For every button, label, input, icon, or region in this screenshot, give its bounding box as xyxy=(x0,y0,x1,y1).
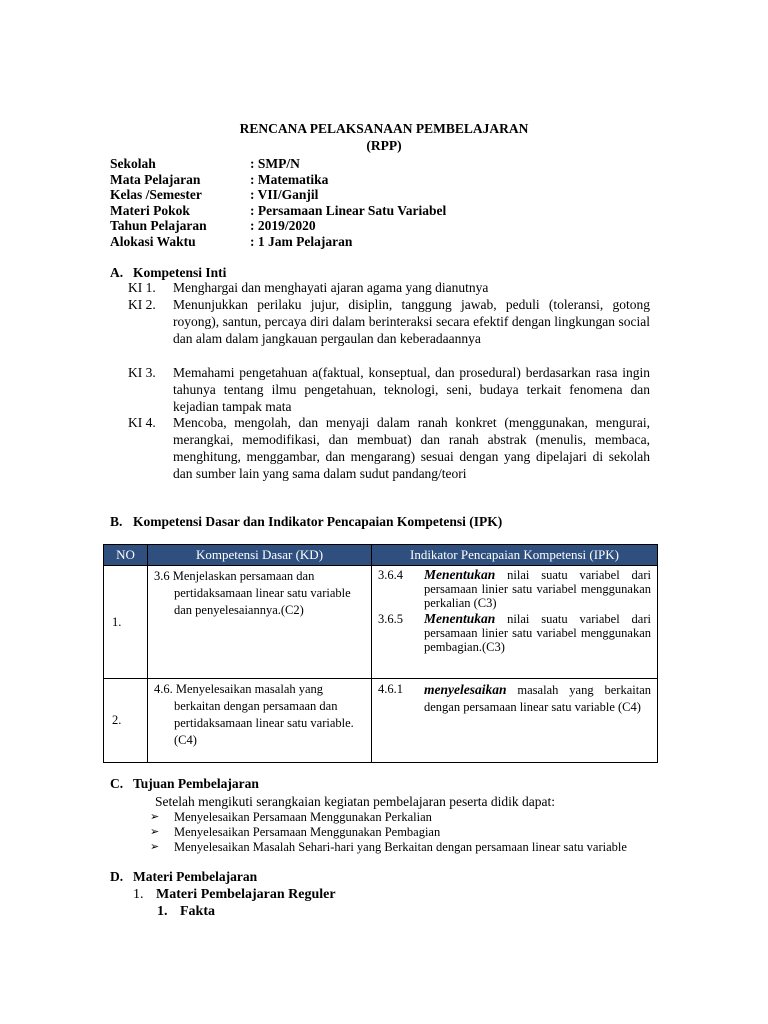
meta-value: : VII/Ganjil xyxy=(250,187,319,202)
meta-value: : 2019/2020 xyxy=(250,218,316,233)
section-letter: D. xyxy=(110,869,124,884)
ipk-cell xyxy=(372,679,658,763)
bullet-text: Menyelesaikan Persamaan Menggunakan Pembagian xyxy=(174,825,441,839)
section-b-heading xyxy=(110,514,502,530)
header-ipk: Indikator Pencapaian Kompetensi (IPK) xyxy=(372,545,658,566)
ki-item-1 xyxy=(128,279,650,296)
ipk-text: masalah yang berkaitan dengan persamaan linear satu variable (C4) xyxy=(424,683,651,714)
header-kd: Kompetensi Dasar (KD) xyxy=(148,545,372,566)
list-item xyxy=(150,825,650,840)
sub-title: Materi Pembelajaran Reguler xyxy=(156,887,336,902)
table-header-row xyxy=(104,545,658,566)
ipk-item xyxy=(372,612,657,654)
tujuan-intro: Setelah mengikuti serangkaian kegiatan pembelajaran peserta didik dapat: xyxy=(155,794,555,809)
meta-value: : SMP/N xyxy=(250,156,300,171)
sub-number: 1. xyxy=(133,887,144,902)
ipk-code: 4.6.1 xyxy=(378,682,403,696)
ipk-verb: menyelesaikan xyxy=(424,682,507,697)
ki-number: KI 1. xyxy=(128,280,156,295)
sub-number: 1. xyxy=(157,904,168,919)
meta-label: Tahun Pelajaran xyxy=(110,218,207,233)
ki-text: Menunjukkan perilaku jujur, disiplin, tanggung jawab, peduli (toleransi, gotong royong), santun, percaya diri dalam berinteraksi secara efektif dengan lingkungan social dan alam dalam jangkauan pergaulan dan keberadaannya xyxy=(173,297,650,346)
meta-label: Sekolah xyxy=(110,156,156,171)
sub-title: Fakta xyxy=(180,904,215,919)
materi-reguler-heading xyxy=(133,887,336,902)
ipk-cell xyxy=(372,566,658,679)
meta-value: : 1 Jam Pelajaran xyxy=(250,234,353,249)
arrow-bullet-icon: ➢ xyxy=(150,841,160,853)
ki-text: Menghargai dan menghayati ajaran agama yang dianutnya xyxy=(173,280,489,295)
meta-label: Mata Pelajaran xyxy=(110,172,201,187)
kd-text: 4.6. Menyelesaikan masalah yang berkaitan dengan persamaan dan pertidaksamaan linear satu variable.(C4) xyxy=(154,682,354,747)
section-letter: B. xyxy=(110,514,123,529)
ki-number: KI 4. xyxy=(128,415,156,430)
row-number: 1. xyxy=(104,566,148,679)
kd-cell xyxy=(148,566,372,679)
meta-label: Alokasi Waktu xyxy=(110,234,196,249)
section-letter: A. xyxy=(110,265,124,280)
ipk-item xyxy=(372,568,657,610)
meta-value: : Matematika xyxy=(250,172,329,187)
kd-cell xyxy=(148,679,372,763)
kd-text: 3.6 Menjelaskan persamaan dan pertidaksamaan linear satu variable dan penyelesaiannya.(C2) xyxy=(154,569,351,617)
ki-text: Mencoba, mengolah, dan menyaji dalam ranah konkret (menggunakan, mengurai, merangkai, memodifikasi, dan membuat) dan ranah abstrak (menulis, membaca, menghitung, menggambar, dan mengarang) sesuai dengan yang dipelajari di sekolah dan sumber lain yang sama dalam sudut pandang/teori xyxy=(173,415,650,481)
ipk-item xyxy=(372,681,657,716)
section-title: Materi Pembelajaran xyxy=(133,869,258,884)
meta-label: Kelas /Semester xyxy=(110,187,202,202)
section-c-heading xyxy=(110,776,259,792)
header-no: NO xyxy=(104,545,148,566)
bullet-text: Menyelesaikan Persamaan Menggunakan Perkalian xyxy=(174,810,432,824)
kd-ipk-table xyxy=(103,544,658,763)
meta-label: Materi Pokok xyxy=(110,203,190,218)
ki-text: Memahami pengetahuan a(faktual, konseptual, dan prosedural) berdasarkan rasa ingin tahunya tentang ilmu pengetahuan, teknologi, seni, budaya terkait fenomena dan kejadian tampak mata xyxy=(173,365,650,414)
fakta-heading xyxy=(157,904,215,919)
section-letter: C. xyxy=(110,776,124,791)
section-title: Kompetensi Dasar dan Indikator Pencapaian Kompetensi (IPK) xyxy=(133,514,503,529)
ki-item-4 xyxy=(128,414,650,482)
ipk-verb: Menentukan xyxy=(424,567,496,582)
arrow-bullet-icon: ➢ xyxy=(150,811,160,823)
table-row xyxy=(104,679,658,763)
bullet-text: Menyelesaikan Masalah Sehari-hari yang Berkaitan dengan persamaan linear satu variable xyxy=(174,840,627,854)
row-number: 2. xyxy=(104,679,148,763)
ki-number: KI 3. xyxy=(128,365,156,380)
ipk-text: nilai suatu variabel dari persamaan linier satu variabel menggunakan perkalian (C3) xyxy=(424,568,651,610)
section-title: Kompetensi Inti xyxy=(133,265,227,280)
list-item xyxy=(150,810,650,825)
ki-item-2 xyxy=(128,296,650,347)
list-item xyxy=(150,840,650,855)
ipk-verb: Menentukan xyxy=(424,611,496,626)
section-title: Tujuan Pembelajaran xyxy=(133,776,259,791)
ipk-text: nilai suatu variabel dari persamaan linier satu variabel menggunakan pembagian.(C3) xyxy=(424,612,651,654)
section-d-heading xyxy=(110,869,257,885)
ipk-code: 3.6.5 xyxy=(378,612,403,626)
ki-number: KI 2. xyxy=(128,297,156,312)
document-title: RENCANA PELAKSANAAN PEMBELAJARAN xyxy=(239,121,529,136)
document-subtitle: (RPP) xyxy=(366,138,402,153)
arrow-bullet-icon: ➢ xyxy=(150,826,160,838)
table-row xyxy=(104,566,658,679)
meta-value: : Persamaan Linear Satu Variabel xyxy=(250,203,447,218)
ki-item-3 xyxy=(128,364,650,415)
ipk-code: 3.6.4 xyxy=(378,568,403,582)
